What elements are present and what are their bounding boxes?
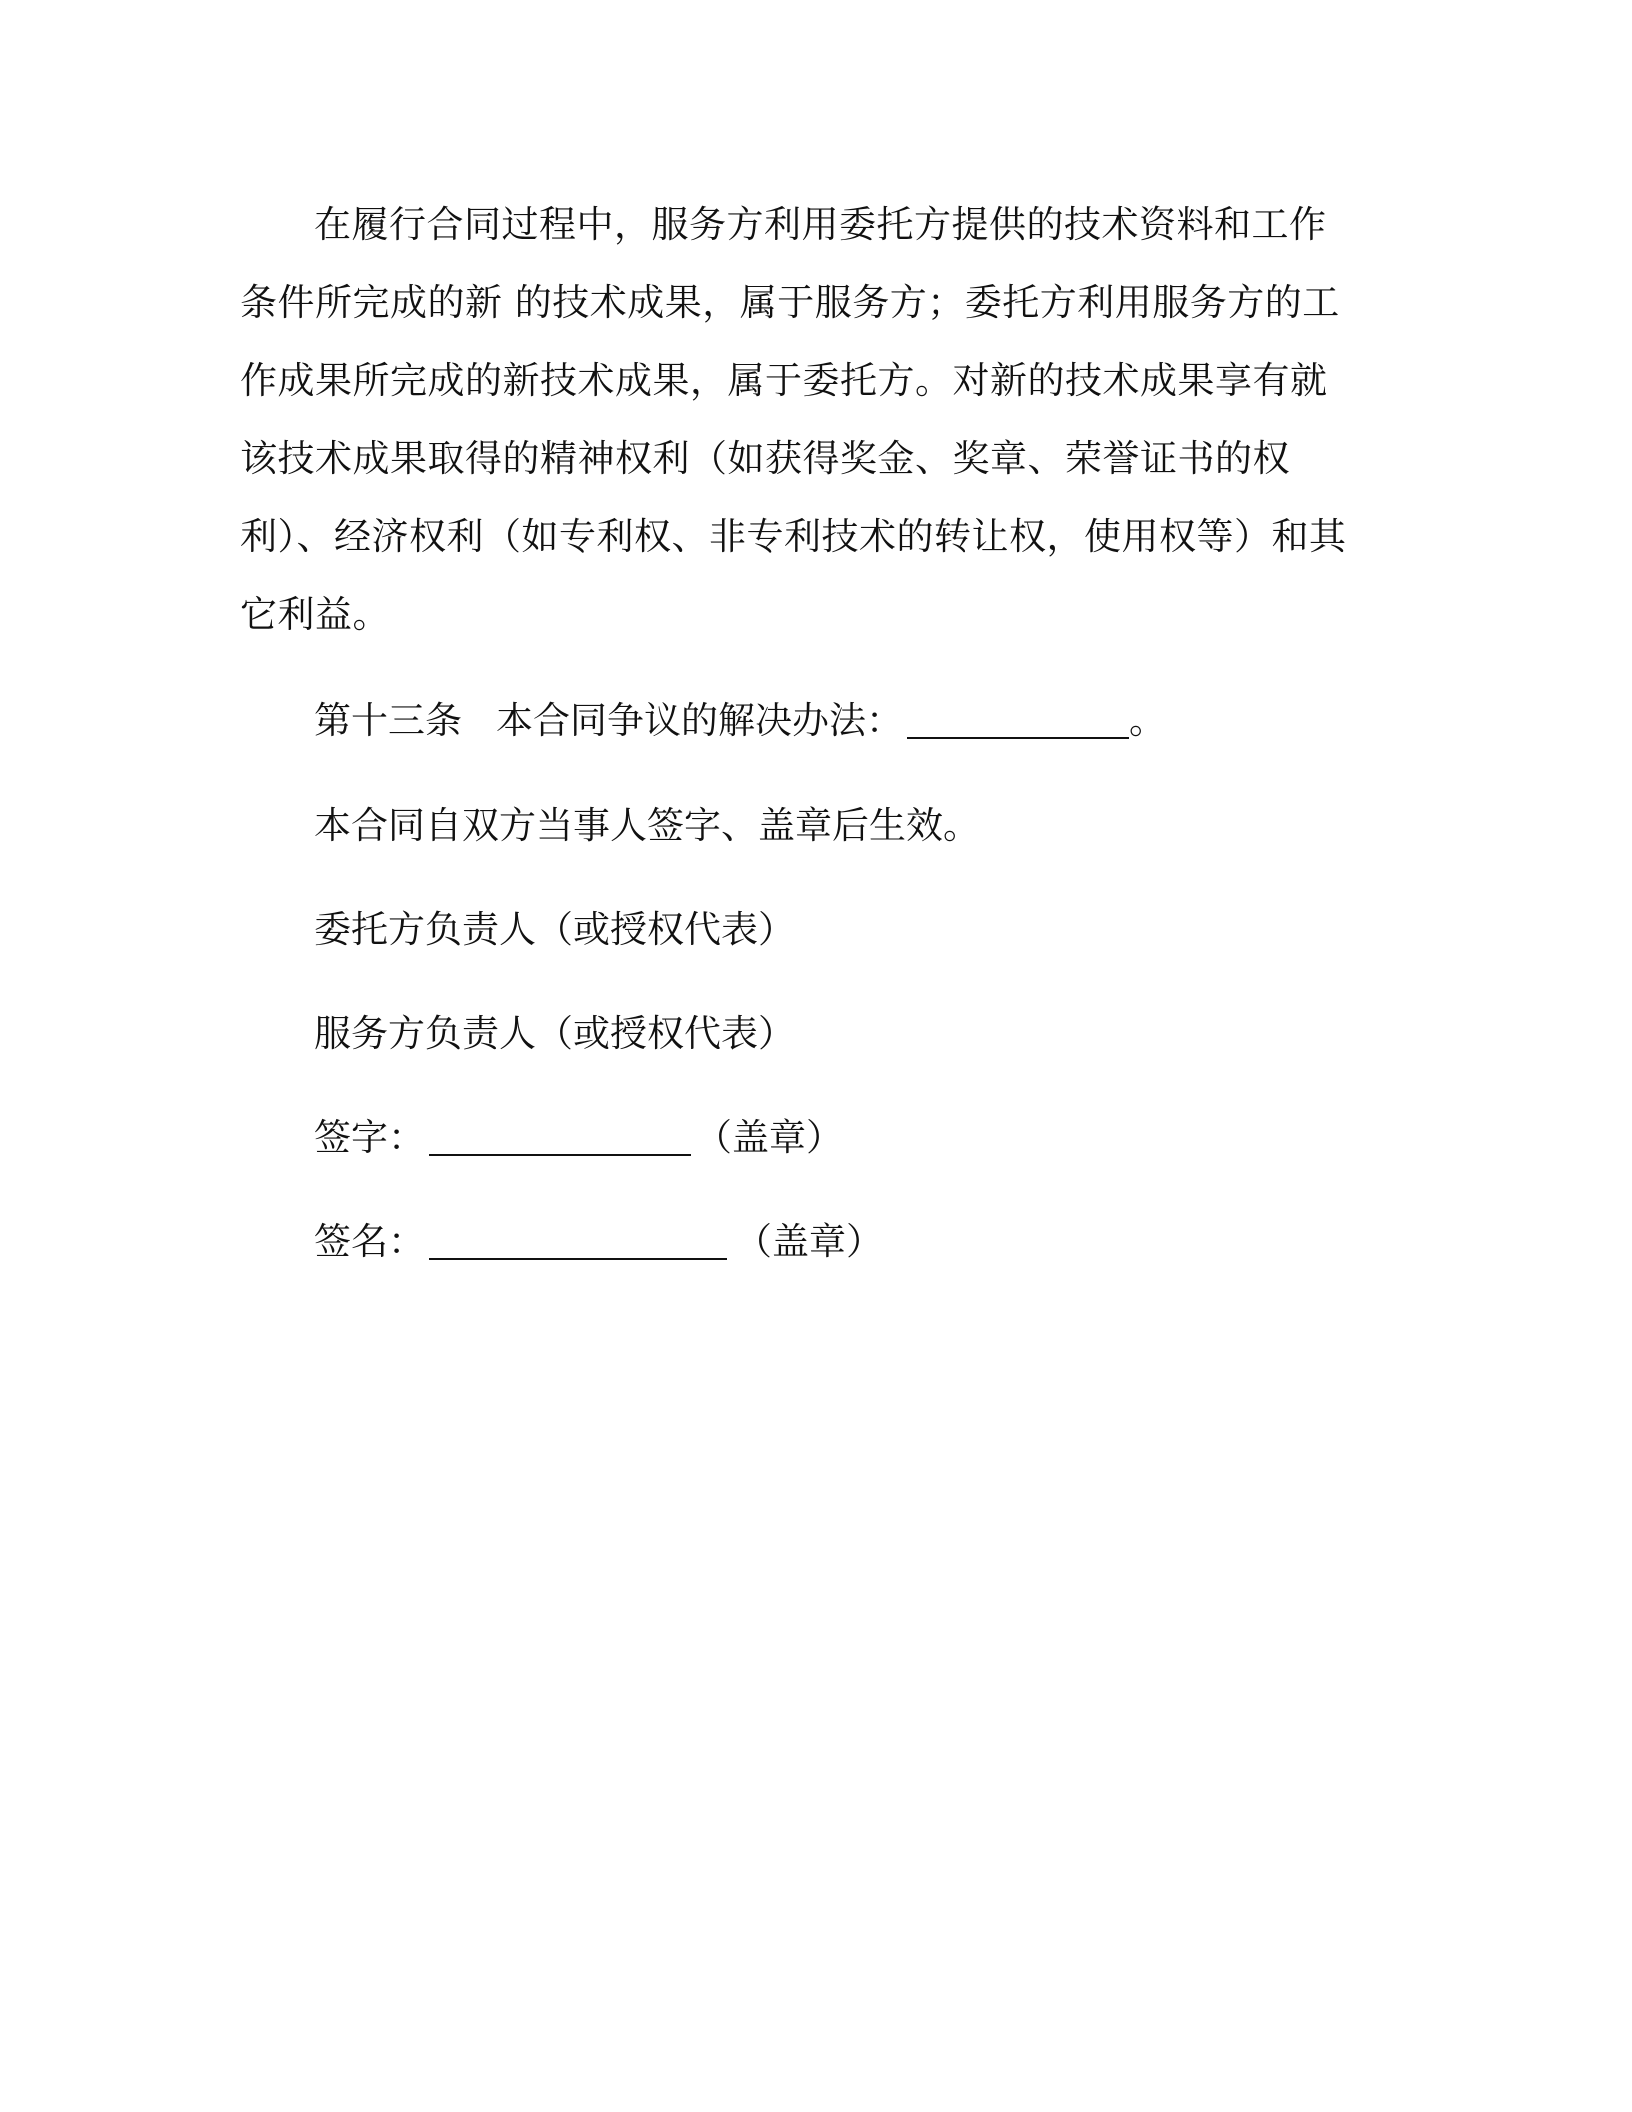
- article-13-line: [240, 696, 1360, 746]
- dispute-resolution-blank[interactable]: [907, 703, 1129, 739]
- signature-2-seal: （盖章）: [735, 1220, 883, 1263]
- effective-clause: 本合同自双方当事人签字、盖章后生效。: [314, 804, 980, 847]
- service-representative-label: 服务方负责人（或授权代表）: [314, 1012, 795, 1055]
- signature-1-label: 签字：: [314, 1116, 425, 1159]
- ip-ownership-paragraph: 在履行合同过程中，服务方利用委托方提供的技术资料和工作条件所完成的新 的技术成果，属于服务方；委托方利用服务方的工作成果所完成的新技术成果，属于委托方。对新的技术成果享有就该技术成果取得的精神权利（如获得奖金、奖章、荣誉证书的权利）、经济权利（如专利权、非专利技术的转让权，使用权等）和其它利益。: [240, 203, 1347, 636]
- article-13-number: 第十三条: [314, 699, 462, 742]
- client-representative-label: 委托方负责人（或授权代表）: [314, 908, 795, 951]
- signature-line-1: [240, 1113, 1360, 1163]
- signature-2-blank[interactable]: [429, 1224, 727, 1260]
- signature-line-2: [240, 1217, 1360, 1267]
- signature-1-blank[interactable]: [429, 1120, 691, 1156]
- signature-1-seal: （盖章）: [695, 1116, 843, 1159]
- article-13-end-mark: 。: [1129, 699, 1166, 742]
- signature-2-label: 签名：: [314, 1220, 425, 1263]
- article-13-text: 本合同争议的解决办法：: [496, 699, 903, 742]
- document-body: [240, 186, 1360, 1267]
